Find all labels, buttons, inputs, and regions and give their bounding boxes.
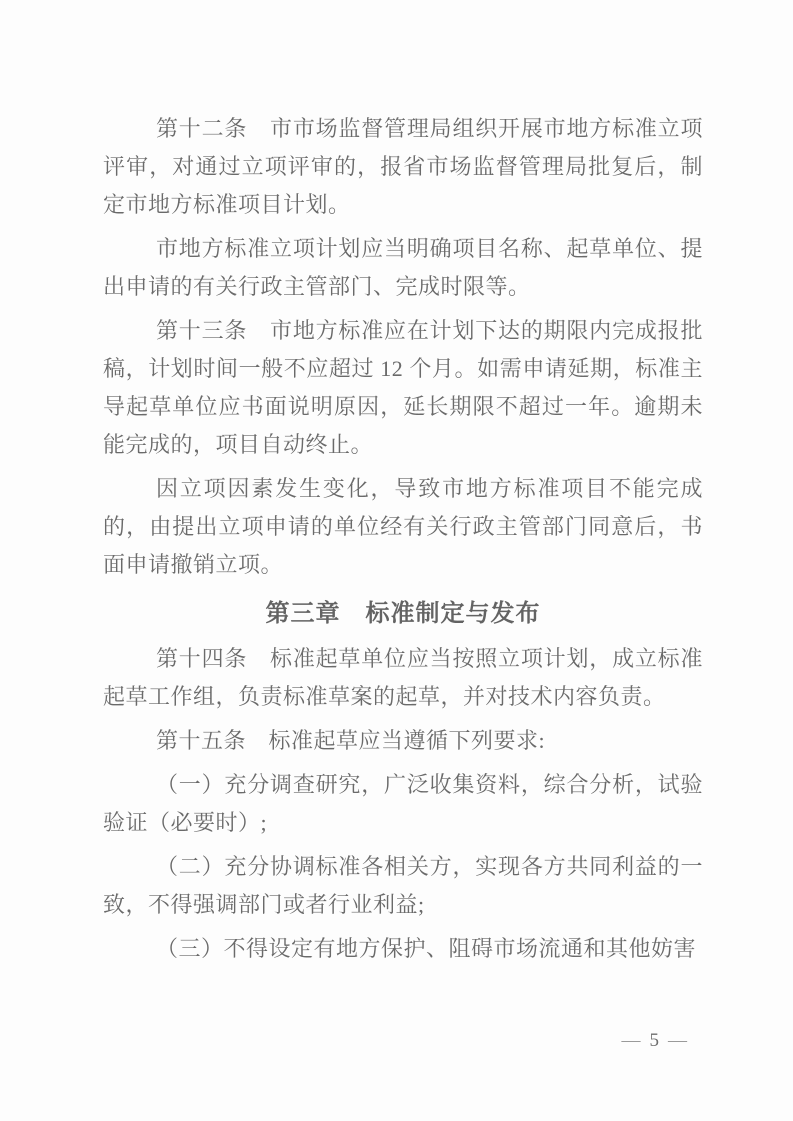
chapter-3-heading: 第三章 标准制定与发布: [265, 600, 541, 627]
page-number-value: 5: [649, 1030, 659, 1051]
page-number-right-dash: —: [668, 1030, 687, 1051]
paragraph-requirement-3: （三）不得设定有地方保护、阻碍市场流通和其他妨害: [156, 936, 697, 961]
page-number-left-dash: —: [621, 1030, 641, 1051]
paragraph-requirement-1: （一）充分调查研究，广泛收集资料，综合分析，试验验证（必要时）;: [103, 772, 703, 835]
page-number: [622, 1030, 688, 1052]
paragraph-project-plan: 市地方标准立项计划应当明确项目名称、起草单位、提出申请的有关行政主管部门、完成时限等。: [103, 236, 703, 299]
paragraph-article-12: 第十二条 市市场监督管理局组织开展市地方标准立项评审，对通过立项评审的，报省市场监督管理局批复后，制定市地方标准项目计划。: [103, 116, 703, 217]
paragraph-cancel-project: 因立项因素发生变化，导致市地方标准项目不能完成的，由提出立项申请的单位经有关行政主管部门同意后，书面申请撤销立项。: [103, 476, 703, 577]
paragraph-article-14: 第十四条 标准起草单位应当按照立项计划，成立标准起草工作组，负责标准草案的起草，并对技术内容负责。: [103, 646, 703, 709]
paragraph-requirement-2: （二）充分协调标准各相关方，实现各方共同利益的一致，不得强调部门或者行业利益;: [103, 854, 703, 917]
paragraph-article-15: 第十五条 标准起草应当遵循下列要求:: [156, 728, 546, 753]
document-body: [103, 110, 703, 974]
paragraph-article-13: 第十三条 市地方标准应在计划下达的期限内完成报批稿，计划时间一般不应超过 12 个月。如需申请延期，标准主导起草单位应书面说明原因，延长期限不超过一年。逾期未能完成的，项目自动终止。: [103, 318, 703, 457]
